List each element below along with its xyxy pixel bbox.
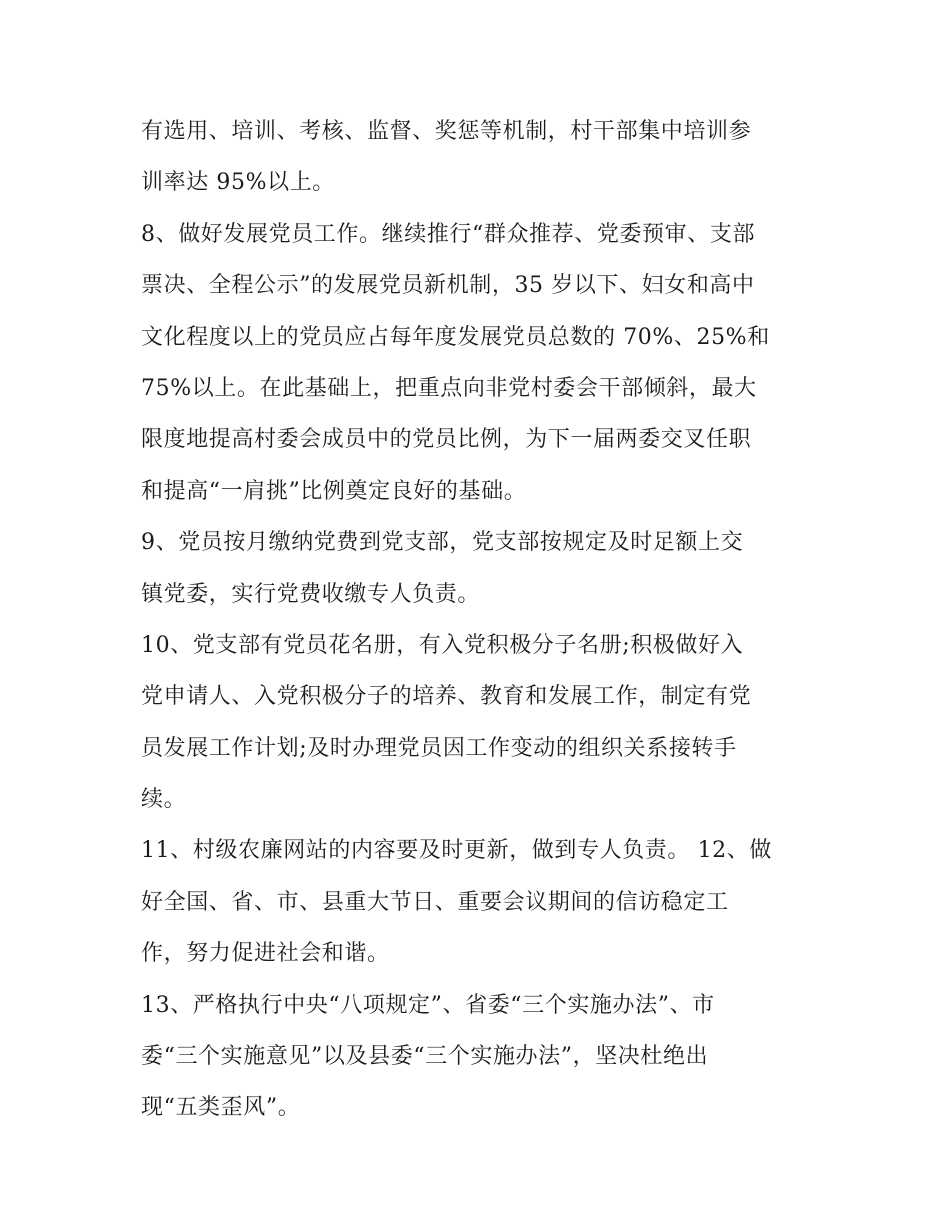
text-line: 党申请人、入党积极分子的培养、教育和发展工作，制定有党 <box>141 684 752 710</box>
text-line: 委“三个实施意见”以及县委“三个实施办法”，坚决杜绝出 <box>141 1044 709 1070</box>
text-line: 10、党支部有党员花名册，有入党积极分子名册;积极做好入 <box>141 632 744 658</box>
document-body <box>141 106 821 1134</box>
text-line: 续。 <box>141 787 187 813</box>
text-line: 75%以上。在此基础上，把重点向非党村委会干部倾斜，最大 <box>141 375 757 401</box>
text-line: 有选用、培训、考核、监督、奖惩等机制，村干部集中培训参 <box>141 119 752 144</box>
text-line: 9、党员按月缴纳党费到党支部，党支部按规定及时足额上交 <box>141 530 744 556</box>
text-line: 作，努力促进社会和谐。 <box>141 941 390 967</box>
text-line: 8、做好发展党员工作。继续推行“群众推荐、党委预审、支部 <box>141 221 756 247</box>
text-line: 票决、全程公示”的发展党员新机制，35 岁以下、妇女和高中 <box>141 273 755 299</box>
text-line: 现“五类歪风”。 <box>141 1095 301 1121</box>
text-line: 11、村级农廉网站的内容要及时更新，做到专人负责。 12、做 <box>141 838 772 864</box>
text-line: 员发展工作计划;及时办理党员因工作变动的组织关系接转手 <box>141 735 737 761</box>
text-line: 和提高“一肩挑”比例奠定良好的基础。 <box>141 478 527 504</box>
text-line: 镇党委，实行党费收缴专人负责。 <box>141 581 481 607</box>
text-line: 训率达 95%以上。 <box>141 170 335 196</box>
text-line: 文化程度以上的党员应占每年度发展党员总数的 70%、25%和 <box>141 324 770 350</box>
text-line: 好全国、省、市、县重大节日、重要会议期间的信访稳定工 <box>141 889 729 915</box>
text-line: 限度地提高村委会成员中的党员比例，为下一届两委交叉任职 <box>141 427 752 453</box>
text-line: 13、严格执行中央“八项规定”、省委“三个实施办法”、市 <box>141 992 715 1018</box>
